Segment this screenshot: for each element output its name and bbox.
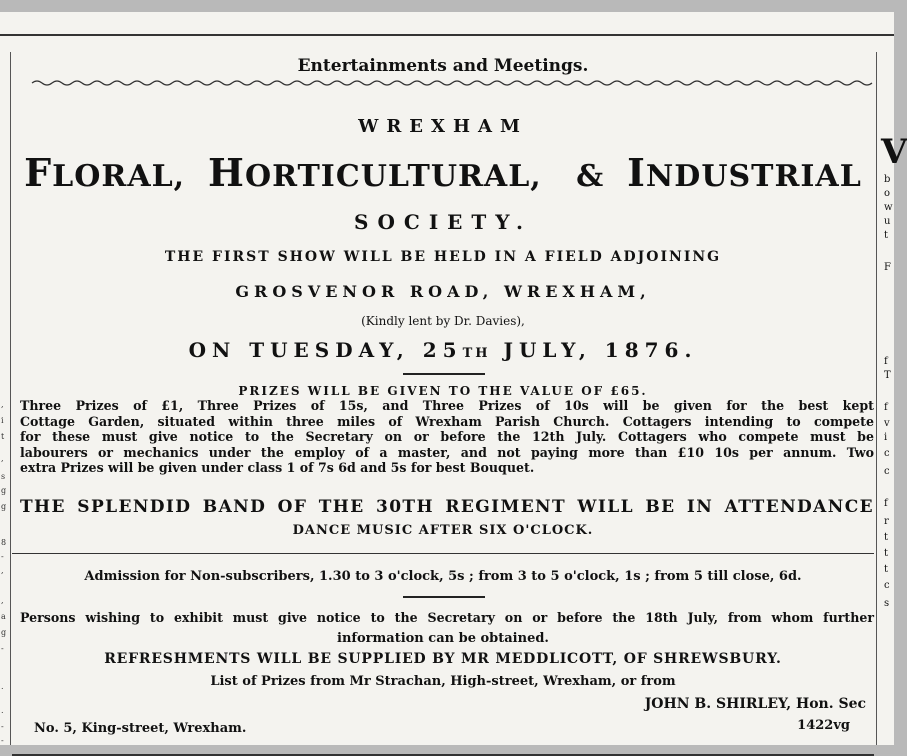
date-line: ON TUESDAY, 25TH JULY, 1876. (188, 338, 698, 362)
newspaper-page (0, 12, 907, 745)
divider (403, 373, 485, 375)
divider (12, 553, 874, 554)
advertisement (12, 32, 874, 745)
divider (403, 596, 485, 598)
lent-line: (Kindly lent by Dr. Davies), (361, 314, 525, 328)
prizes-paragraph: Three Prizes of £1, Three Prizes of 15s, and Three Prizes of 10s will be given for the best kept Cottage Garden, situated within three miles of Wrexham Parish Church. Cottagers intending to compete for these must give notice to the Secretary on or before the 12th July. Cottagers who compete must be labourers or mechanics under the employ of a master, and not paying more than £10 10s per annum. Two extra Prizes will be given under class 1 of 7s 6d and 5s for best Bouquet. (20, 398, 874, 475)
exhibit-line-2: information can be obtained. (337, 631, 549, 646)
road-line: GROSVENOR ROAD, WREXHAM, (235, 282, 651, 301)
list-prizes-line: List of Prizes from Mr Strachan, High-street, Wrexham, or from (210, 674, 676, 689)
society-word: SOCIETY. (354, 210, 532, 234)
show-location-line: THE FIRST SHOW WILL BE HELD IN A FIELD ADJOINING (164, 249, 722, 265)
wavy-rule (32, 80, 862, 86)
right-column-fragment: V b o w u t F f T f v i c c f r t t t c s (876, 52, 895, 745)
society-title: FLORAL, HORTICULTURAL, & INDUSTRIAL (24, 150, 862, 195)
town-title: WREXHAM (358, 116, 528, 137)
exhibit-line-1: Persons wishing to exhibit must give notice to the Secretary on or before the 18th July, from whom further (20, 610, 874, 625)
left-column-fragment: , i t , s g g 8 - , , a g - . . - - (0, 52, 11, 745)
band-line: THE SPLENDID BAND OF THE 30TH REGIMENT WILL BE IN ATTENDANCE (20, 497, 874, 517)
signatory: JOHN B. SHIRLEY, Hon. Sec (644, 696, 866, 712)
admission-line: Admission for Non-subscribers, 1.30 to 3 o'clock, 5s ; from 3 to 5 o'clock, 1s ; from 5 till close, 6d. (84, 569, 802, 584)
prizes-value-line: PRIZES WILL BE GIVEN TO THE VALUE OF £65. (238, 384, 648, 398)
dance-line: DANCE MUSIC AFTER SIX O'CLOCK. (292, 523, 594, 538)
address: No. 5, King-street, Wrexham. (34, 721, 247, 736)
section-header: Entertainments and Meetings. (297, 56, 589, 76)
refreshments-line: REFRESHMENTS WILL BE SUPPLIED BY MR MEDDLICOTT, OF SHREWSBURY. (104, 651, 782, 667)
reference-code: 1422vg (797, 718, 850, 733)
